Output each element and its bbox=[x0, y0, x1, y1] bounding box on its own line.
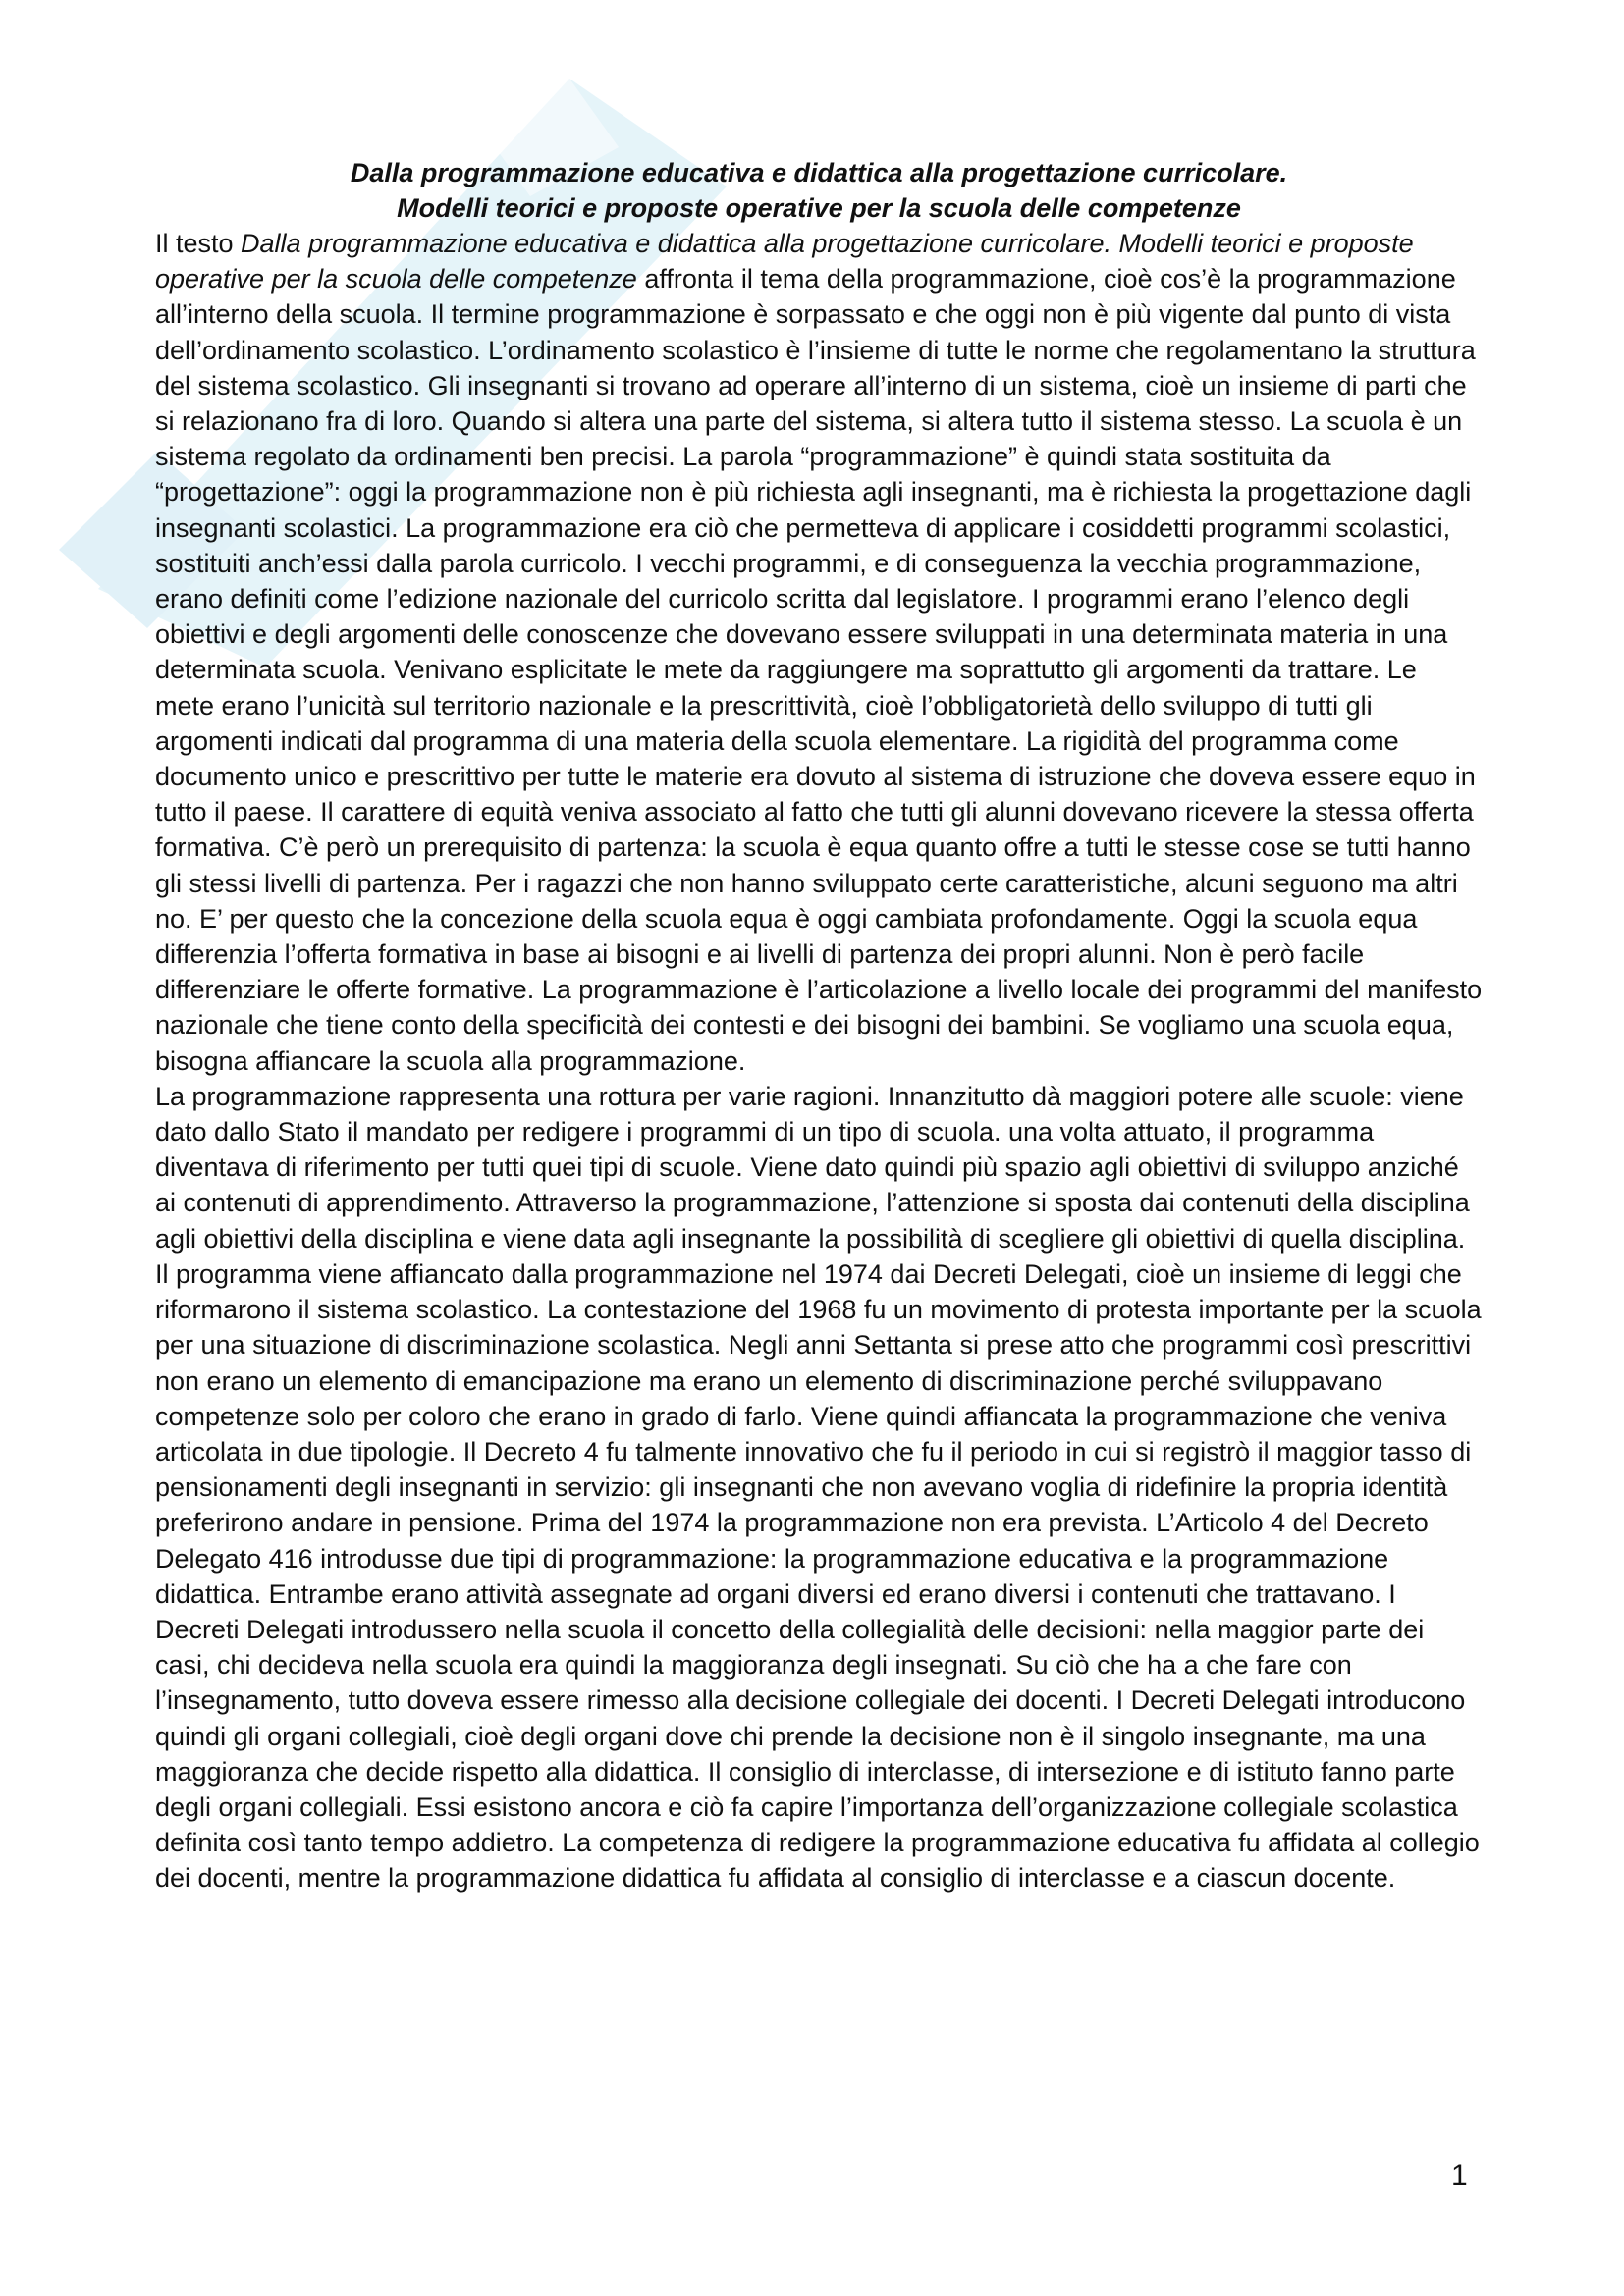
paragraph-1-body: affronta il tema della programmazione, cioè cos’è la programmazione all’interno della scuola. Il termine programmazione è sorpassato e che oggi non è più vigente dal punto di vista dell’ordinamento scolastico. L’ordinamento scolastico è l’insieme di tutte le norme che regolamentano la struttura del sistema scolastico. Gli insegnanti si trovano ad operare all’interno di un sistema, cioè un insieme di parti che si relazionano fra di loro. Quando si altera una parte del sistema, si altera tutto il sistema stesso. La scuola è un sistema regolato da ordinamenti ben precisi. La parola “programmazione” è quindi stata sostituita da “progettazione”: oggi la programmazione non è più richiesta agli insegnanti, ma è richiesta la progettazione dagli insegnanti scolastici. La programmazione era ciò che permetteva di applicare i cosiddetti programmi scolastici, sostituiti anch’essi dalla parola curricolo. I vecchi programmi, e di conseguenza la vecchia programmazione, erano definiti come l’edizione nazionale del curricolo scritta dal legislatore. I programmi erano l’elenco degli obiettivi e degli argomenti delle conoscenze che dovevano essere sviluppati in una determinata materia in una determinata scuola. Venivano esplicitate le mete da raggiungere ma soprattutto gli argomenti da trattare. Le mete erano l’unicità sul territorio nazionale e la prescrittività, cioè l’obbligatorietà dello sviluppo di tutti gli argomenti indicati dal programma di una materia della scuola elementare. La rigidità del programma come documento unico e prescrittivo per tutte le materie era dovuto al sistema di istruzione che doveva essere equo in tutto il paese. Il carattere di equità veniva associato al fatto che tutti gli alunni dovevano ricevere la stessa offerta formativa. C’è però un prerequisito di partenza: la scuola è equa quanto offre a tutti le stesse cose se tutti hanno gli stessi livelli di partenza. Per i ragazzi che non hanno sviluppato certe caratteristiche, alcuni seguono ma altri no. E’ per questo che la concezione della scuola equa è oggi cambiata profondamente. Oggi la scuola equa differenzia l’offerta formativa in base ai bisogni e ai livelli di partenza dei propri alunni. Non è però facile differenziare le offerte formative. La programmazione è l’articolazione a livello locale dei programmi del manifesto nazionale che tiene conto della specificità dei contesti e dei bisogni dei bambini. Se vogliamo una scuola equa, bisogna affiancare la scuola alla programmazione. bbox=[155, 264, 1483, 1076]
document-body bbox=[155, 155, 1483, 1896]
title-line-2: Modelli teorici e proposte operative per la scuola delle competenze bbox=[397, 193, 1241, 223]
book-title-inline: Dalla programmazione educativa e didattica alla progettazione curricolare. Modelli teorici e proposte operative per la scuola delle competenze bbox=[155, 229, 1414, 294]
document-title bbox=[155, 155, 1483, 226]
page-number: 1 bbox=[1451, 2160, 1468, 2192]
paragraph-1 bbox=[155, 226, 1483, 1079]
paragraph-1-lead: Il testo bbox=[155, 229, 242, 258]
title-line-1: Dalla programmazione educativa e didattica alla progettazione curricolare. bbox=[350, 158, 1288, 187]
paragraph-2: La programmazione rappresenta una rottura per varie ragioni. Innanzitutto dà maggiori potere alle scuole: viene dato dallo Stato il mandato per redigere i programmi di un tipo di scuola. una volta attuato, il programma diventava di riferimento per tutti quei tipi di scuole. Viene dato quindi più spazio agli obiettivi di sviluppo anziché ai contenuti di apprendimento. Attraverso la programmazione, l’attenzione si sposta dai contenuti della disciplina agli obiettivi della disciplina e viene data agli insegnante la possibilità di scegliere gli obiettivi di quella disciplina. Il programma viene affiancato dalla programmazione nel 1974 dai Decreti Delegati, cioè un insieme di leggi che riformarono il sistema scolastico. La contestazione del 1968 fu un movimento di protesta importante per la scuola per una situazione di discriminazione scolastica. Negli anni Settanta si prese atto che programmi così prescrittivi non erano un elemento di emancipazione ma erano un elemento di discriminazione perché sviluppavano competenze solo per coloro che erano in grado di farlo. Viene quindi affiancata la programmazione che veniva articolata in due tipologie. Il Decreto 4 fu talmente innovativo che fu il periodo in cui si registrò il maggior tasso di pensionamenti degli insegnanti in servizio: gli insegnanti che non avevano voglia di ridefinire la propria identità preferirono andare in pensione. Prima del 1974 la programmazione non era prevista. L’Articolo 4 del Decreto Delegato 416 introdusse due tipi di programmazione: la programmazione educativa e la programmazione didattica. Entrambe erano attività assegnate ad organi diversi ed erano diversi i contenuti che trattavano. I Decreti Delegati introdussero nella scuola il concetto della collegialità delle decisioni: nella maggior parte dei casi, chi decideva nella scuola era quindi la maggioranza degli insegnati. Su ciò che ha a che fare con l’insegnamento, tutto doveva essere rimesso alla decisione collegiale dei docenti. I Decreti Delegati introducono quindi gli organi collegiali, cioè degli organi dove chi prende la decisione non è il singolo insegnante, ma una maggioranza che decide rispetto alla didattica. Il consiglio di interclasse, di intersezione e di istituto fanno parte degli organi collegiali. Essi esistono ancora e ciò fa capire l’importanza dell’organizzazione collegiale scolastica definita così tanto tempo addietro. La competenza di redigere la programmazione educativa fu affidata al collegio dei docenti, mentre la programmazione didattica fu affidata al consiglio di interclasse e a ciascun docente. bbox=[155, 1081, 1482, 1894]
